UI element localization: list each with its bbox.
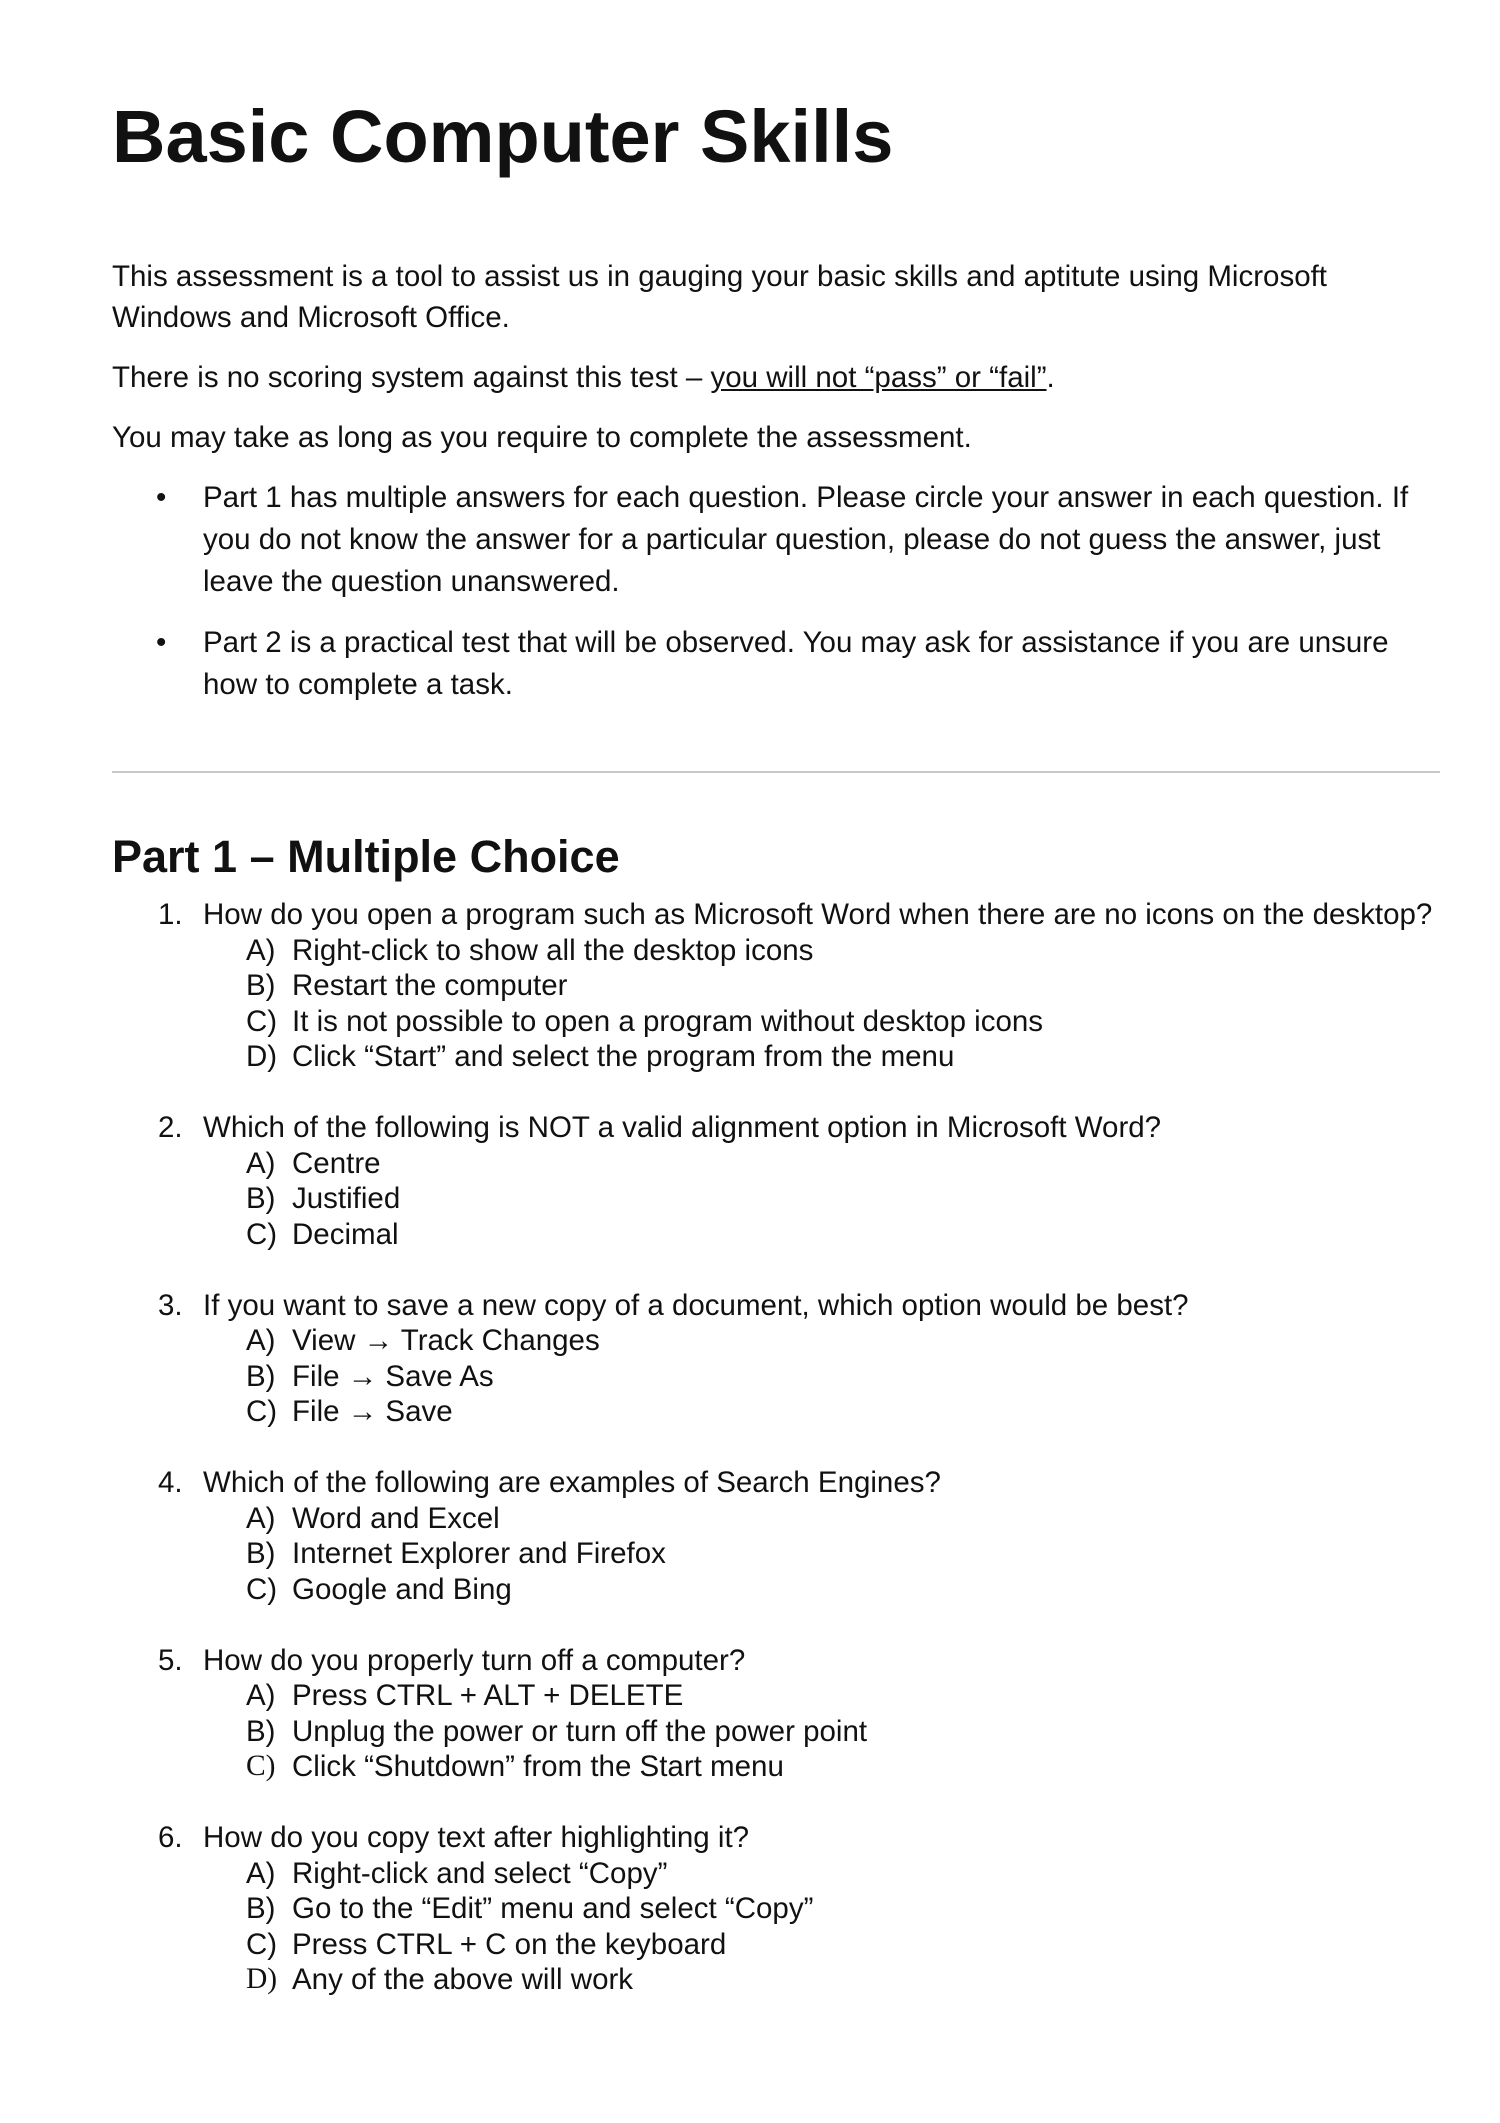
option-letter: C) xyxy=(246,1395,278,1428)
question-number: 5. xyxy=(158,1643,183,1677)
scoring-text: There is no scoring system against this test – xyxy=(112,361,711,394)
question-text-line xyxy=(112,1110,1440,1146)
question-text-line xyxy=(112,1643,1440,1679)
answer-option[interactable] xyxy=(112,1039,1440,1075)
option-text: Decimal xyxy=(292,1217,399,1251)
option-text: Press CTRL + C on the keyboard xyxy=(292,1927,727,1961)
option-letter: A) xyxy=(246,1679,276,1712)
option-letter: D) xyxy=(246,1963,278,1995)
option-letter: B) xyxy=(246,1892,276,1925)
option-letter: D) xyxy=(246,1040,278,1073)
option-letter: B) xyxy=(246,1182,276,1215)
option-letter: A) xyxy=(246,1324,276,1357)
answer-option[interactable] xyxy=(112,1962,1440,1998)
option-letter: A) xyxy=(246,1146,276,1180)
page-title: Basic Computer Skills xyxy=(112,95,894,178)
answer-option[interactable] xyxy=(112,1536,1440,1572)
instruction-text: Part 1 has multiple answers for each question. Please circle your answer in each question. If you do not know the answer for a particular question, please do not guess the answer, just leave the question unanswered. xyxy=(203,481,1409,598)
question-number: 1. xyxy=(158,898,183,931)
option-text: Centre xyxy=(292,1146,381,1180)
answer-option[interactable] xyxy=(112,1749,1440,1785)
option-text: Unplug the power or turn off the power point xyxy=(292,1714,868,1748)
question-text: How do you copy text after highlighting it? xyxy=(203,1821,750,1854)
option-letter: C) xyxy=(246,1217,278,1251)
option-text: File → Save xyxy=(292,1395,453,1428)
option-text: Right-click and select “Copy” xyxy=(292,1856,668,1890)
answer-option[interactable] xyxy=(112,1146,1440,1182)
instruction-list xyxy=(112,477,1440,706)
question-text-line xyxy=(112,1288,1440,1324)
question-text: Which of the following are examples of Search Engines? xyxy=(203,1466,941,1499)
question-number: 6. xyxy=(158,1821,183,1854)
option-text: Word and Excel xyxy=(292,1501,500,1535)
option-text: Click “Start” and select the program from the menu xyxy=(292,1040,955,1073)
section-divider xyxy=(112,771,1440,773)
question-text: Which of the following is NOT a valid alignment option in Microsoft Word? xyxy=(203,1111,1162,1144)
option-letter: C) xyxy=(246,1572,278,1606)
option-text: Justified xyxy=(292,1182,401,1215)
question-number: 3. xyxy=(158,1288,183,1322)
answer-option[interactable] xyxy=(112,1359,1440,1395)
bullet-icon: • xyxy=(156,481,167,514)
question-text: If you want to save a new copy of a document, which option would be best? xyxy=(203,1288,1189,1322)
intro-paragraph-time: You may take as long as you require to complete the assessment. xyxy=(112,421,972,454)
answer-option[interactable] xyxy=(112,1181,1440,1217)
answer-option[interactable] xyxy=(112,1394,1440,1430)
option-text: Click “Shutdown” from the Start menu xyxy=(292,1750,784,1783)
option-letter: A) xyxy=(246,1501,276,1535)
question-text: How do you open a program such as Microsoft Word when there are no icons on the desktop? xyxy=(203,898,1433,931)
question-number: 2. xyxy=(158,1111,183,1144)
answer-option[interactable] xyxy=(112,933,1440,969)
question-list xyxy=(112,897,1440,2033)
option-text: Restart the computer xyxy=(292,969,568,1002)
option-letter: B) xyxy=(246,1537,276,1570)
question-number: 4. xyxy=(158,1466,183,1499)
option-text: Go to the “Edit” menu and select “Copy” xyxy=(292,1892,814,1925)
option-letter: A) xyxy=(246,933,276,967)
option-text: Internet Explorer and Firefox xyxy=(292,1537,666,1570)
answer-option[interactable] xyxy=(112,1004,1440,1040)
question-3 xyxy=(112,1288,1440,1430)
option-letter: C) xyxy=(246,1927,278,1961)
option-letter: B) xyxy=(246,1359,276,1393)
answer-option[interactable] xyxy=(112,968,1440,1004)
option-letter: A) xyxy=(246,1856,276,1890)
option-text: It is not possible to open a program without desktop icons xyxy=(292,1004,1044,1038)
instruction-text: Part 2 is a practical test that will be observed. You may ask for assistance if you are unsure how to complete a task. xyxy=(203,626,1389,701)
answer-option[interactable] xyxy=(112,1891,1440,1927)
option-text: File → Save As xyxy=(292,1359,494,1393)
part1-heading: Part 1 – Multiple Choice xyxy=(112,831,620,882)
question-text-line xyxy=(112,1465,1440,1501)
answer-option[interactable] xyxy=(112,1678,1440,1714)
question-4 xyxy=(112,1465,1440,1607)
answer-option[interactable] xyxy=(112,1927,1440,1963)
answer-option[interactable] xyxy=(112,1323,1440,1359)
instruction-part2 xyxy=(112,622,1440,706)
question-text: How do you properly turn off a computer? xyxy=(203,1643,746,1677)
answer-option[interactable] xyxy=(112,1501,1440,1537)
instruction-part1 xyxy=(112,477,1440,603)
answer-option[interactable] xyxy=(112,1217,1440,1253)
option-letter: B) xyxy=(246,969,276,1002)
intro-section xyxy=(112,256,1440,725)
option-text: View → Track Changes xyxy=(292,1324,600,1357)
answer-option[interactable] xyxy=(112,1572,1440,1608)
option-letter: C) xyxy=(246,1750,276,1782)
option-letter: B) xyxy=(246,1714,276,1748)
question-2 xyxy=(112,1110,1440,1252)
option-letter: C) xyxy=(246,1004,278,1038)
option-text: Press CTRL + ALT + DELETE xyxy=(292,1679,684,1712)
option-text: Any of the above will work xyxy=(292,1963,634,1996)
intro-paragraph-purpose: This assessment is a tool to assist us in gauging your basic skills and aptitute using Microsoft Windows and Microsoft Office. xyxy=(112,260,1327,334)
question-6 xyxy=(112,1820,1440,1998)
question-5 xyxy=(112,1643,1440,1785)
answer-option[interactable] xyxy=(112,1856,1440,1892)
question-text-line xyxy=(112,897,1440,933)
option-text: Google and Bing xyxy=(292,1572,512,1606)
bullet-icon: • xyxy=(156,626,167,659)
question-1 xyxy=(112,897,1440,1075)
option-text: Right-click to show all the desktop icons xyxy=(292,933,814,967)
answer-option[interactable] xyxy=(112,1714,1440,1750)
scoring-period: . xyxy=(1046,361,1055,394)
no-pass-fail-underlined: you will not “pass” or “fail” xyxy=(710,361,1047,394)
intro-paragraph-scoring xyxy=(112,357,1440,398)
question-text-line xyxy=(112,1820,1440,1856)
